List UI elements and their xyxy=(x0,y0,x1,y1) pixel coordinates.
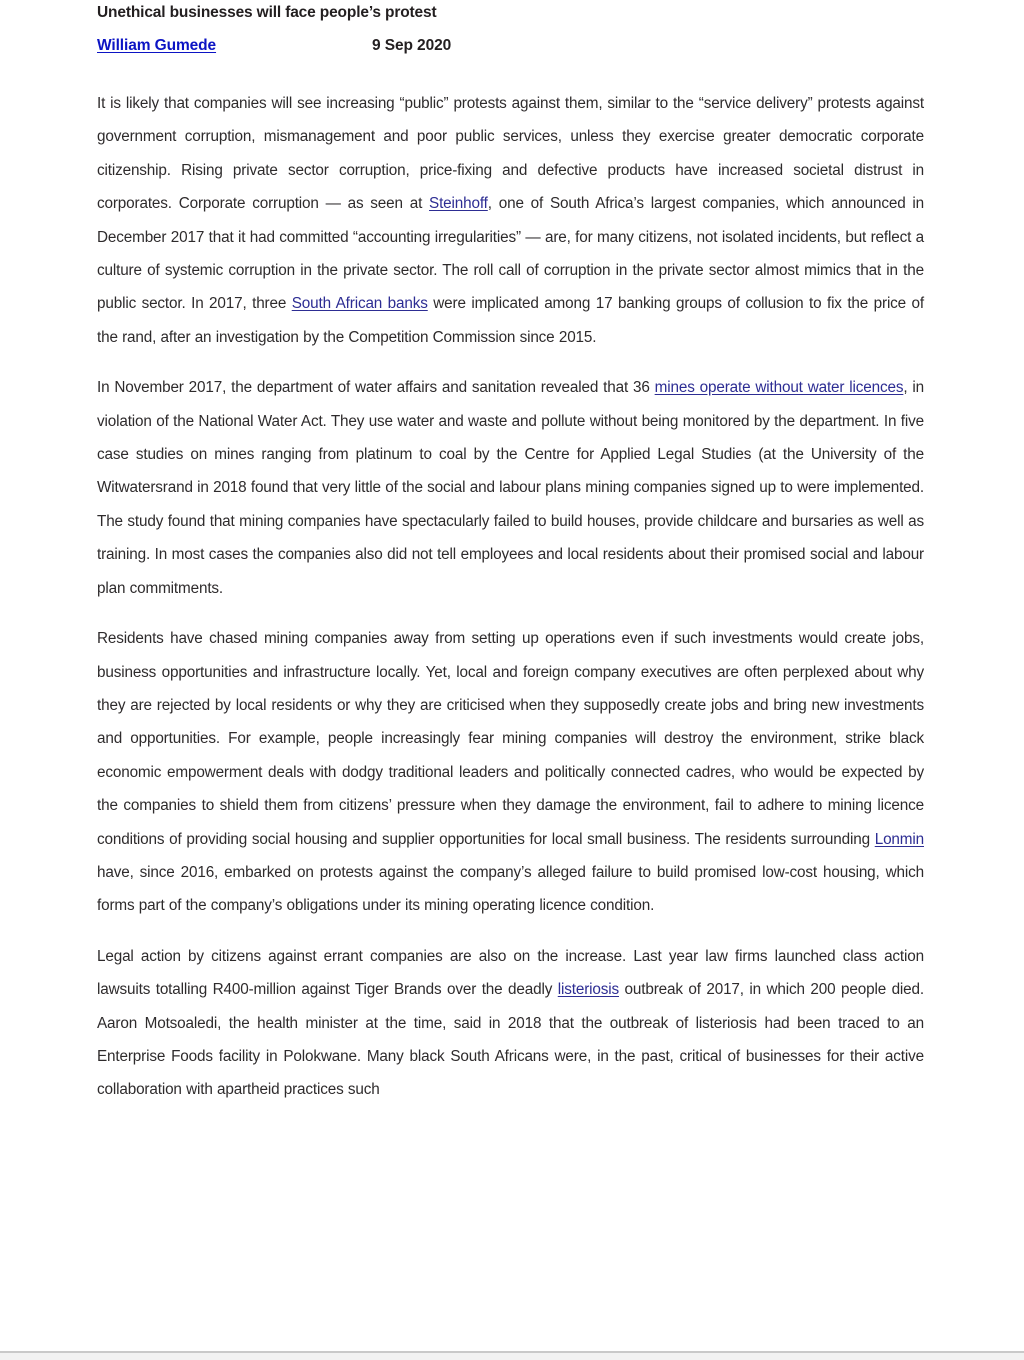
paragraph: Legal action by citizens against errant companies are also on the increase. Last year law firms launched class action lawsuits totalling R400-million against Tiger Brands over the deadly listeriosis outbreak of 2017, in which 200 people died. Aaron Motsoaledi, the health minister at the time, said in 2018 that the outbreak of listeriosis had been traced to an Enterprise Foods facility in Polokwane. Many black South Africans were, in the past, critical of businesses for their active collaboration with apartheid practices such xyxy=(97,947,924,1099)
author-link[interactable]: William Gumede xyxy=(97,37,217,54)
page-gutter xyxy=(0,1353,1024,1360)
byline xyxy=(97,37,924,61)
inline-link[interactable]: Lonmin xyxy=(874,830,924,848)
paragraph: It is likely that companies will see increasing “public” protests against them, similar to the “service delivery” protests against government corruption, mismanagement and poor public services, unless they exercise greater democratic corporate citizenship. Rising private sector corruption, price-fixing and defective products have increased societal distrust in corporates. Corporate corruption — as seen at Steinhoff, one of South Africa’s largest companies, which announced in December 2017 that it had committed “accounting irregularities” — are, for many citizens, not isolated incidents, but reflect a culture of systemic corruption in the private sector. The roll call of corruption in the private sector almost mimics that in the public sector. In 2017, three South African banks were implicated among 17 banking groups of collusion to fix the price of the rand, after an investigation by the Competition Commission since 2015. xyxy=(97,95,925,346)
inline-link[interactable]: Steinhoff xyxy=(429,195,488,213)
article-body xyxy=(97,87,924,1107)
paragraph: In November 2017, the department of water affairs and sanitation revealed that 36 mines operate without water licences, in violation of the National Water Act. They use water and waste and pollute without being monitored by the department. In five case studies on mines ranging from platinum to coal by the Centre for Applied Legal Studies (at the University of the Witwatersrand in 2018 found that very little of the social and labour plans mining companies signed up to were implemented. The study found that mining companies have spectacularly failed to build houses, provide childcare and bursaries as well as training. In most cases the companies also did not tell employees and local residents about their promised social and labour plan commitments. xyxy=(97,379,924,597)
document-content xyxy=(97,0,924,1107)
paragraph: Residents have chased mining companies away from setting up operations even if such investments would create jobs, business opportunities and infrastructure locally. Yet, local and foreign company executives are often perplexed about why they are rejected by local residents or why they are criticised when they supposedly create jobs and bring new investments and opportunities. For example, people increasingly fear mining companies will destroy the environment, strike black economic empowerment deals with dodgy traditional leaders and politically connected cadres, who would be expected by the companies to shield them from citizens’ pressure when they damage the environment, fail to adhere to mining licence conditions of providing social housing and supplier opportunities for local small business. The residents surrounding Lonmin have, since 2016, embarked on protests against the company’s alleged failure to build promised low-cost housing, which forms part of the company’s obligations under its mining operating licence condition. xyxy=(97,630,924,915)
inline-link[interactable]: mines operate without water licences xyxy=(654,379,904,397)
inline-link[interactable]: South African banks xyxy=(291,295,428,313)
publication-date: 9 Sep 2020 xyxy=(372,37,452,54)
page-title: Unethical businesses will face people’s protest xyxy=(97,4,437,21)
inline-link[interactable]: listeriosis xyxy=(557,981,619,999)
